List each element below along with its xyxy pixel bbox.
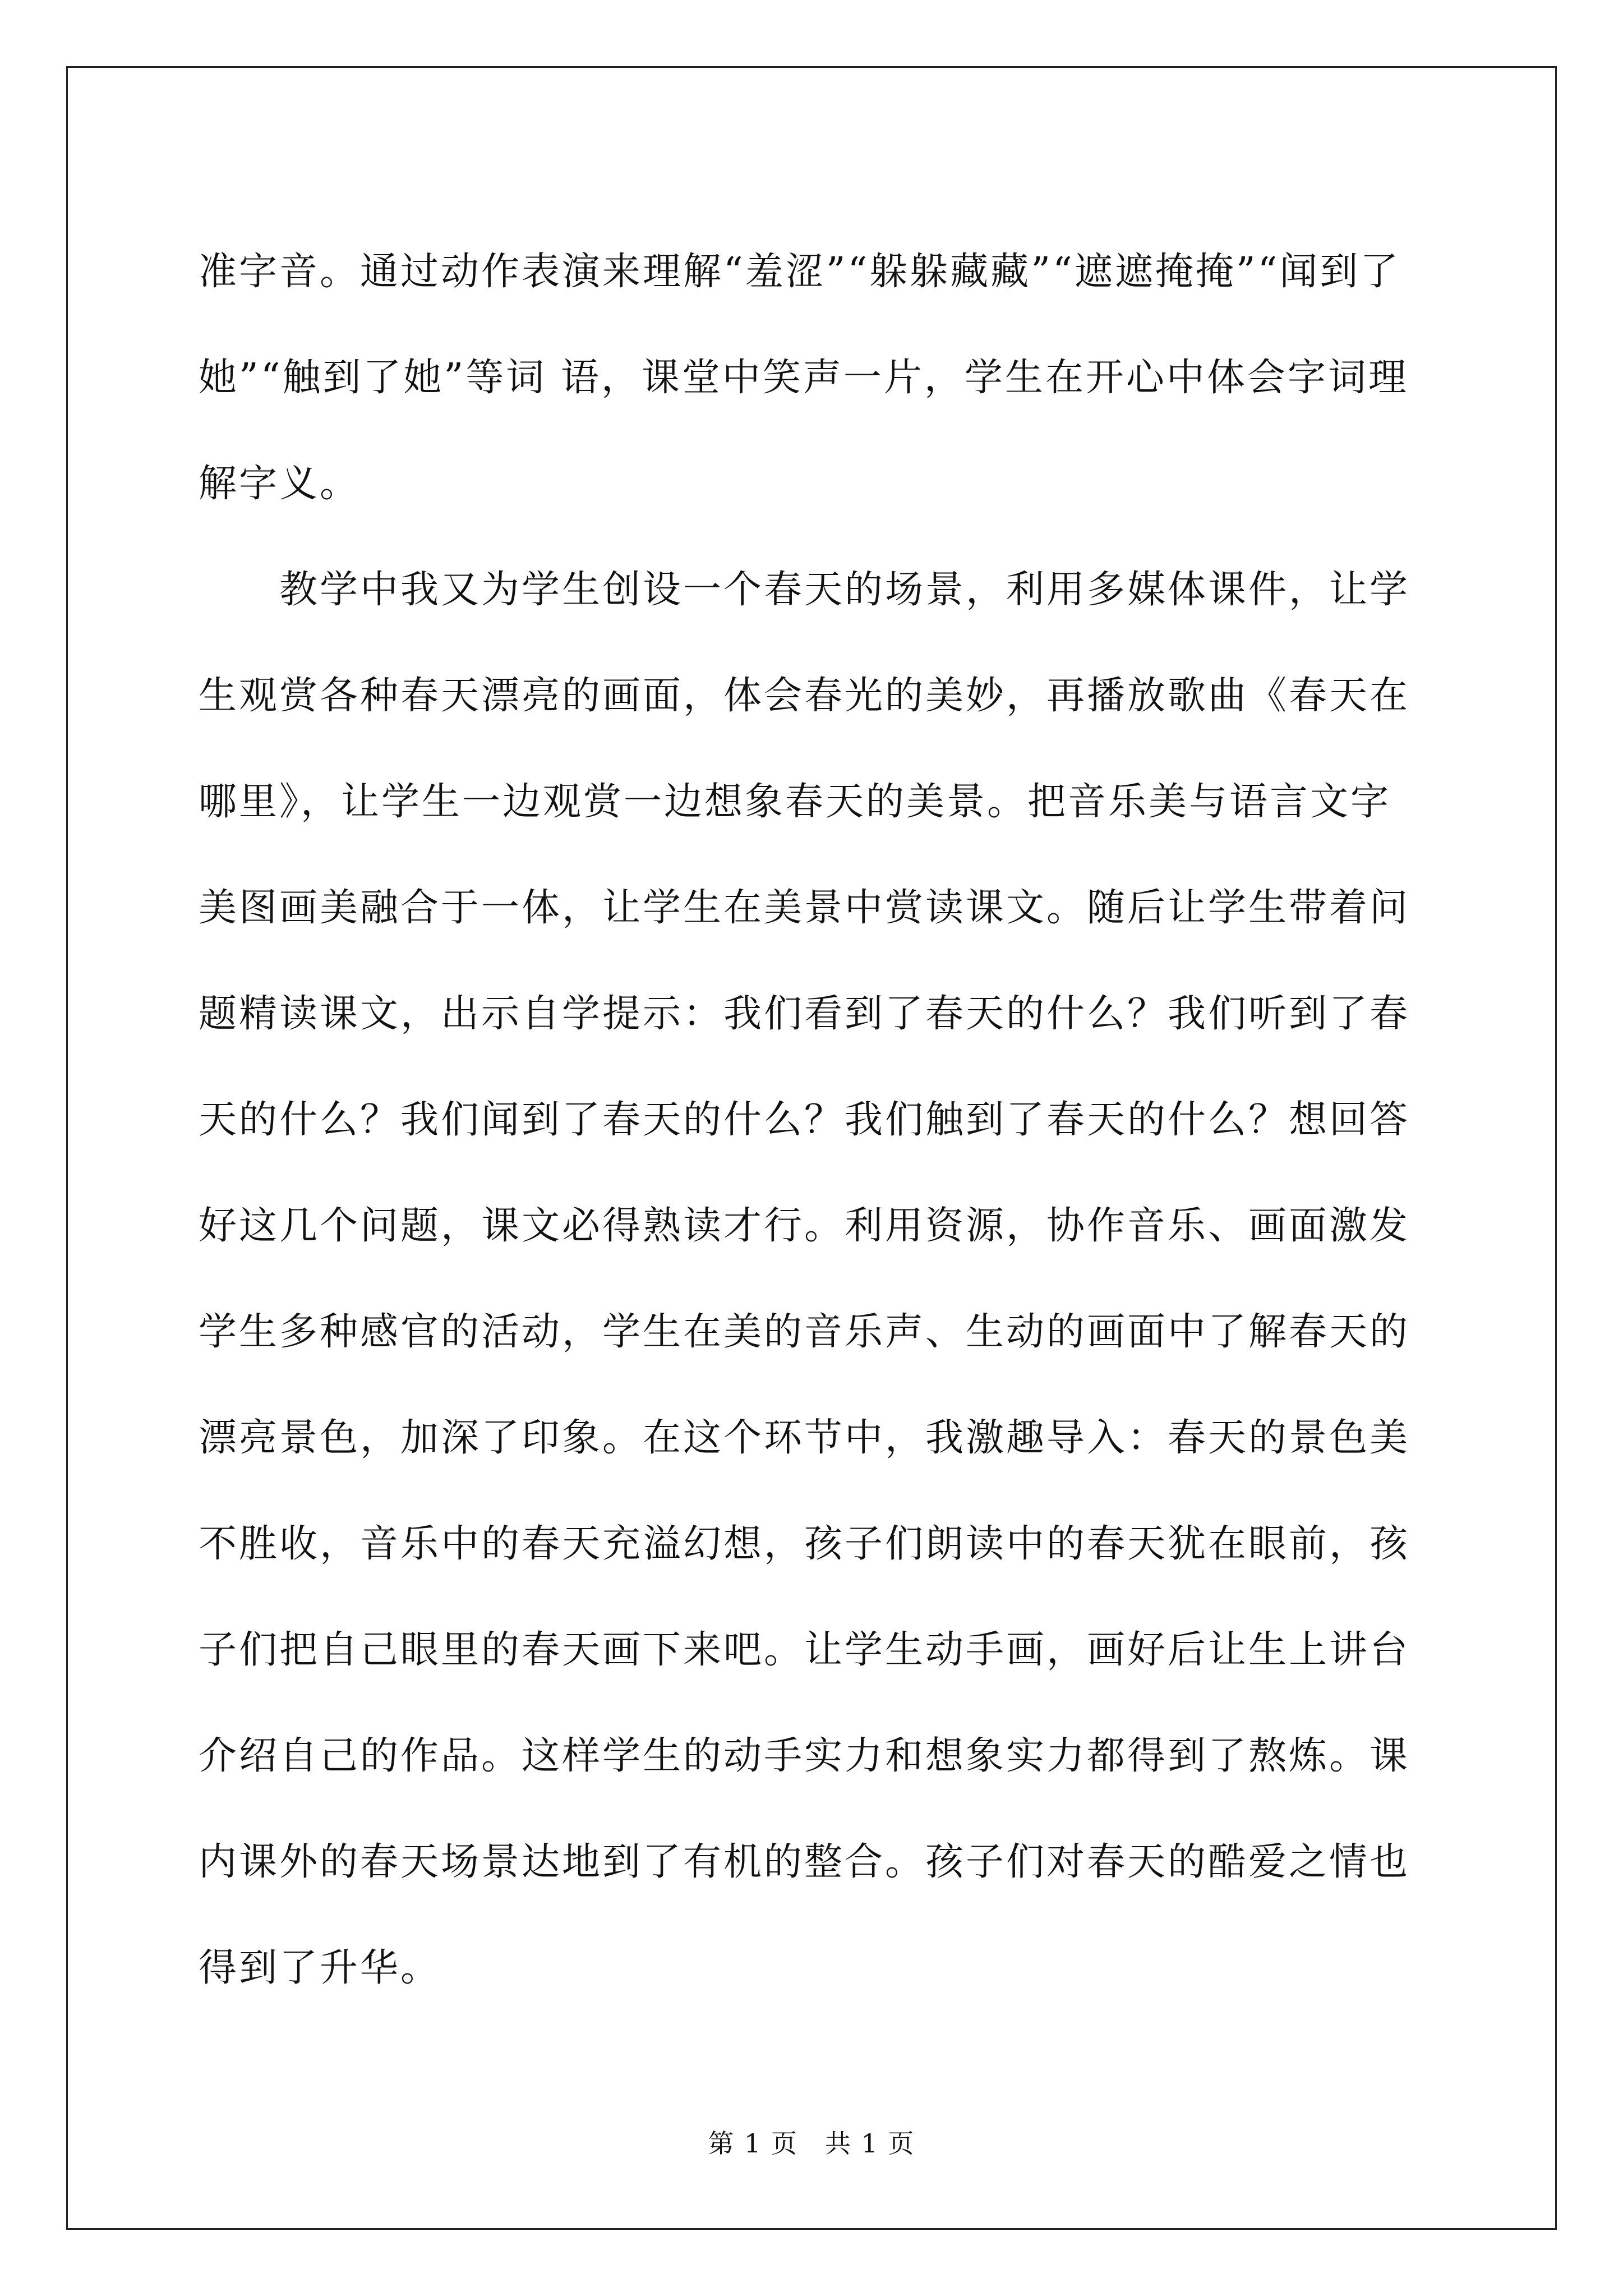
page-footer: 第 1 页 共 1 页 [708, 2128, 915, 2159]
paragraph-1: 准字音。通过动作表演来理解“羞涩”“躲躲藏藏”“遮遮掩掩”“闻到了她”“触到了她”等词 语，课堂中笑声一片，学生在开心中体会字词理解字义。 [199, 250, 1409, 506]
document-body [199, 219, 1427, 2021]
paragraph-2: 教学中我又为学生创设一个春天的场景，利用多媒体课件，让学生观赏各种春天漂亮的画面，体会春光的美妙，再播放歌曲《春天在哪里》，让学生一边观赏一边想象春天的美景。把音乐美与语言文字美图画美融合于一体，让学生在美景中赏读课文。随后让学生带着问题精读课文，出示自学提示：我们看到了春天的什么？我们听到了春天的什么？我们闻到了春天的什么？我们触到了春天的什么？想回答好这几个问题，课文必得熟读才行。利用资源，协作音乐、画面激发学生多种感官的活动，学生在美的音乐声、生动的画面中了解春天的漂亮景色，加深了印象。在这个环节中，我激趣导入：春天的景色美不胜收，音乐中的春天充溢幻想，孩子们朗读中的春天犹在眼前，孩子们把自己眼里的春天画下来吧。让学生动手画，画好后让生上讲台介绍自己的作品。这样学生的动手实力和想象实力都得到了熬炼。课内课外的春天场景达地到了有机的整合。孩子们对春天的酷爱之情也得到了升华。 [199, 568, 1410, 1990]
